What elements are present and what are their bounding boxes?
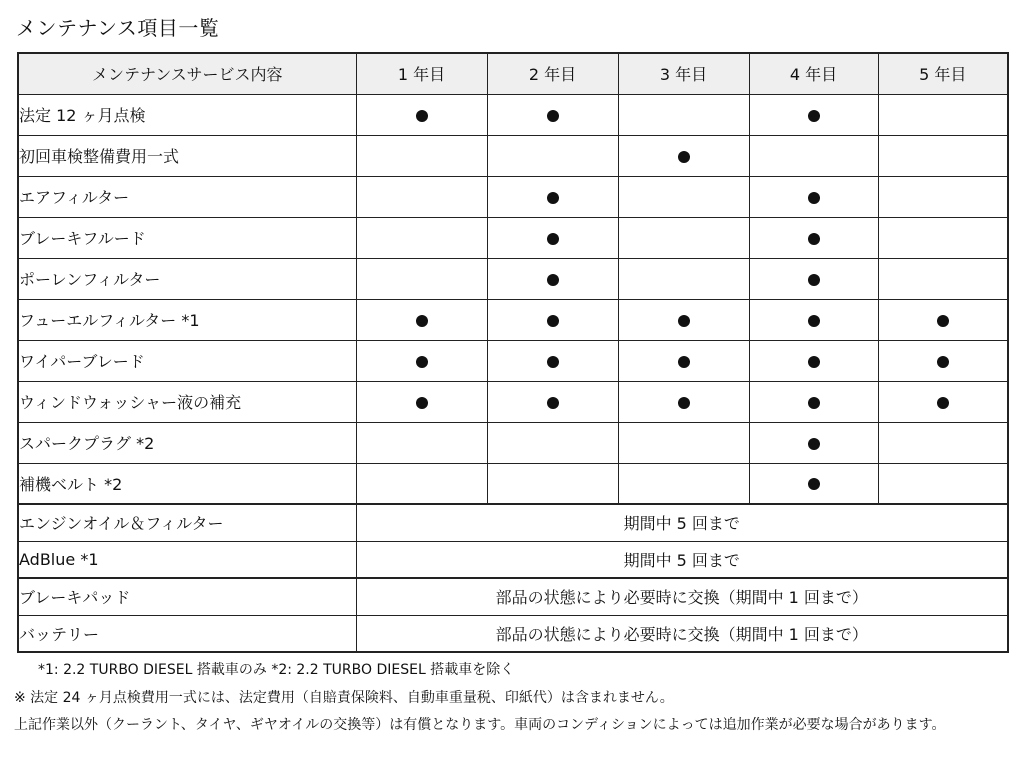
filled-circle-icon: [808, 192, 820, 204]
year-3-cell: [618, 94, 749, 135]
page-title: メンテナンス項目一覧: [16, 16, 220, 40]
table-row: [18, 258, 1008, 299]
year-5-cell: [878, 422, 1008, 463]
year-3-cell: [618, 258, 749, 299]
filled-circle-icon: [547, 192, 559, 204]
service-item-label: ブレーキフルード: [18, 217, 356, 258]
year-1-cell: [356, 258, 487, 299]
table-row: [18, 578, 1008, 615]
service-item-label: 補機ベルト *2: [18, 463, 356, 504]
filled-circle-icon: [547, 233, 559, 245]
table-row: [18, 340, 1008, 381]
footnote-extra-work: 上記作業以外（クーラント、タイヤ、ギヤオイルの交換等）は有償となります。車両のコンディションによっては追加作業が必要な場合があります。: [14, 717, 946, 733]
filled-circle-icon: [547, 397, 559, 409]
header-year-2: 2 年目: [487, 53, 618, 94]
year-4-cell: [749, 258, 878, 299]
notes: [14, 656, 994, 738]
year-2-cell: [487, 135, 618, 176]
service-item-label: ポーレンフィルター: [18, 258, 356, 299]
year-5-cell: [878, 463, 1008, 504]
year-1-cell: [356, 176, 487, 217]
table-row: [18, 299, 1008, 340]
table-row: [18, 422, 1008, 463]
table-row: [18, 135, 1008, 176]
year-3-cell: [618, 422, 749, 463]
service-item-label: 法定 12 ヶ月点検: [18, 94, 356, 135]
year-2-cell: [487, 463, 618, 504]
year-5-cell: [878, 94, 1008, 135]
year-3-cell: [618, 463, 749, 504]
footnote-engine: *1: 2.2 TURBO DIESEL 搭載車のみ *2: 2.2 TURBO DIESEL 搭載車を除く: [38, 662, 515, 678]
service-item-label: エンジンオイル＆フィルター: [18, 504, 356, 541]
filled-circle-icon: [937, 397, 949, 409]
filled-circle-icon: [808, 233, 820, 245]
filled-circle-icon: [678, 356, 690, 368]
table-row: [18, 541, 1008, 578]
footnote-legal-fees: ※ 法定 24 ヶ月点検費用一式には、法定費用（自賠責保険料、自動車重量税、印紙代）は含まれません。: [14, 690, 674, 706]
table-header-row: [18, 53, 1008, 94]
filled-circle-icon: [678, 315, 690, 327]
year-2-cell: [487, 258, 618, 299]
table-row: [18, 615, 1008, 652]
filled-circle-icon: [808, 397, 820, 409]
filled-circle-icon: [808, 438, 820, 450]
year-2-cell: [487, 340, 618, 381]
year-5-cell: [878, 340, 1008, 381]
year-2-cell: [487, 217, 618, 258]
table-body: [18, 94, 1008, 652]
year-1-cell: [356, 299, 487, 340]
period-limit-text: 期間中 5 回まで: [356, 504, 1008, 541]
year-3-cell: [618, 299, 749, 340]
period-limit-text: 部品の状態により必要時に交換（期間中 1 回まで）: [356, 615, 1008, 652]
year-4-cell: [749, 422, 878, 463]
year-3-cell: [618, 176, 749, 217]
year-4-cell: [749, 340, 878, 381]
year-1-cell: [356, 381, 487, 422]
filled-circle-icon: [808, 110, 820, 122]
year-4-cell: [749, 135, 878, 176]
year-2-cell: [487, 176, 618, 217]
year-2-cell: [487, 422, 618, 463]
period-limit-text: 部品の状態により必要時に交換（期間中 1 回まで）: [356, 578, 1008, 615]
year-4-cell: [749, 217, 878, 258]
year-5-cell: [878, 381, 1008, 422]
header-year-3: 3 年目: [618, 53, 749, 94]
year-4-cell: [749, 381, 878, 422]
year-5-cell: [878, 176, 1008, 217]
year-1-cell: [356, 94, 487, 135]
year-3-cell: [618, 217, 749, 258]
period-limit-text: 期間中 5 回まで: [356, 541, 1008, 578]
filled-circle-icon: [416, 356, 428, 368]
header-service: メンテナンスサービス内容: [18, 53, 356, 94]
filled-circle-icon: [937, 315, 949, 327]
year-5-cell: [878, 135, 1008, 176]
year-3-cell: [618, 135, 749, 176]
filled-circle-icon: [678, 397, 690, 409]
header-year-4: 4 年目: [749, 53, 878, 94]
table-row: [18, 176, 1008, 217]
maintenance-table: [17, 52, 1009, 653]
header-year-1: 1 年目: [356, 53, 487, 94]
year-5-cell: [878, 299, 1008, 340]
table-row: [18, 463, 1008, 504]
service-item-label: ワイパーブレード: [18, 340, 356, 381]
filled-circle-icon: [808, 315, 820, 327]
year-4-cell: [749, 463, 878, 504]
filled-circle-icon: [808, 274, 820, 286]
table-row: [18, 381, 1008, 422]
service-item-label: ブレーキパッド: [18, 578, 356, 615]
filled-circle-icon: [416, 110, 428, 122]
service-item-label: スパークプラグ *2: [18, 422, 356, 463]
filled-circle-icon: [808, 478, 820, 490]
filled-circle-icon: [416, 397, 428, 409]
year-1-cell: [356, 217, 487, 258]
filled-circle-icon: [416, 315, 428, 327]
table-row: [18, 217, 1008, 258]
year-5-cell: [878, 217, 1008, 258]
filled-circle-icon: [547, 356, 559, 368]
header-year-5: 5 年目: [878, 53, 1008, 94]
filled-circle-icon: [547, 315, 559, 327]
year-2-cell: [487, 299, 618, 340]
year-1-cell: [356, 463, 487, 504]
service-item-label: バッテリー: [18, 615, 356, 652]
filled-circle-icon: [547, 110, 559, 122]
service-item-label: AdBlue *1: [18, 541, 356, 578]
year-2-cell: [487, 381, 618, 422]
filled-circle-icon: [937, 356, 949, 368]
year-1-cell: [356, 135, 487, 176]
year-4-cell: [749, 94, 878, 135]
year-5-cell: [878, 258, 1008, 299]
service-item-label: ウィンドウォッシャー液の補充: [18, 381, 356, 422]
year-4-cell: [749, 176, 878, 217]
year-2-cell: [487, 94, 618, 135]
year-3-cell: [618, 340, 749, 381]
service-item-label: 初回車検整備費用一式: [18, 135, 356, 176]
filled-circle-icon: [547, 274, 559, 286]
year-1-cell: [356, 340, 487, 381]
year-3-cell: [618, 381, 749, 422]
table-row: [18, 504, 1008, 541]
year-4-cell: [749, 299, 878, 340]
filled-circle-icon: [678, 151, 690, 163]
service-item-label: フューエルフィルター *1: [18, 299, 356, 340]
service-item-label: エアフィルター: [18, 176, 356, 217]
year-1-cell: [356, 422, 487, 463]
filled-circle-icon: [808, 356, 820, 368]
table-row: [18, 94, 1008, 135]
